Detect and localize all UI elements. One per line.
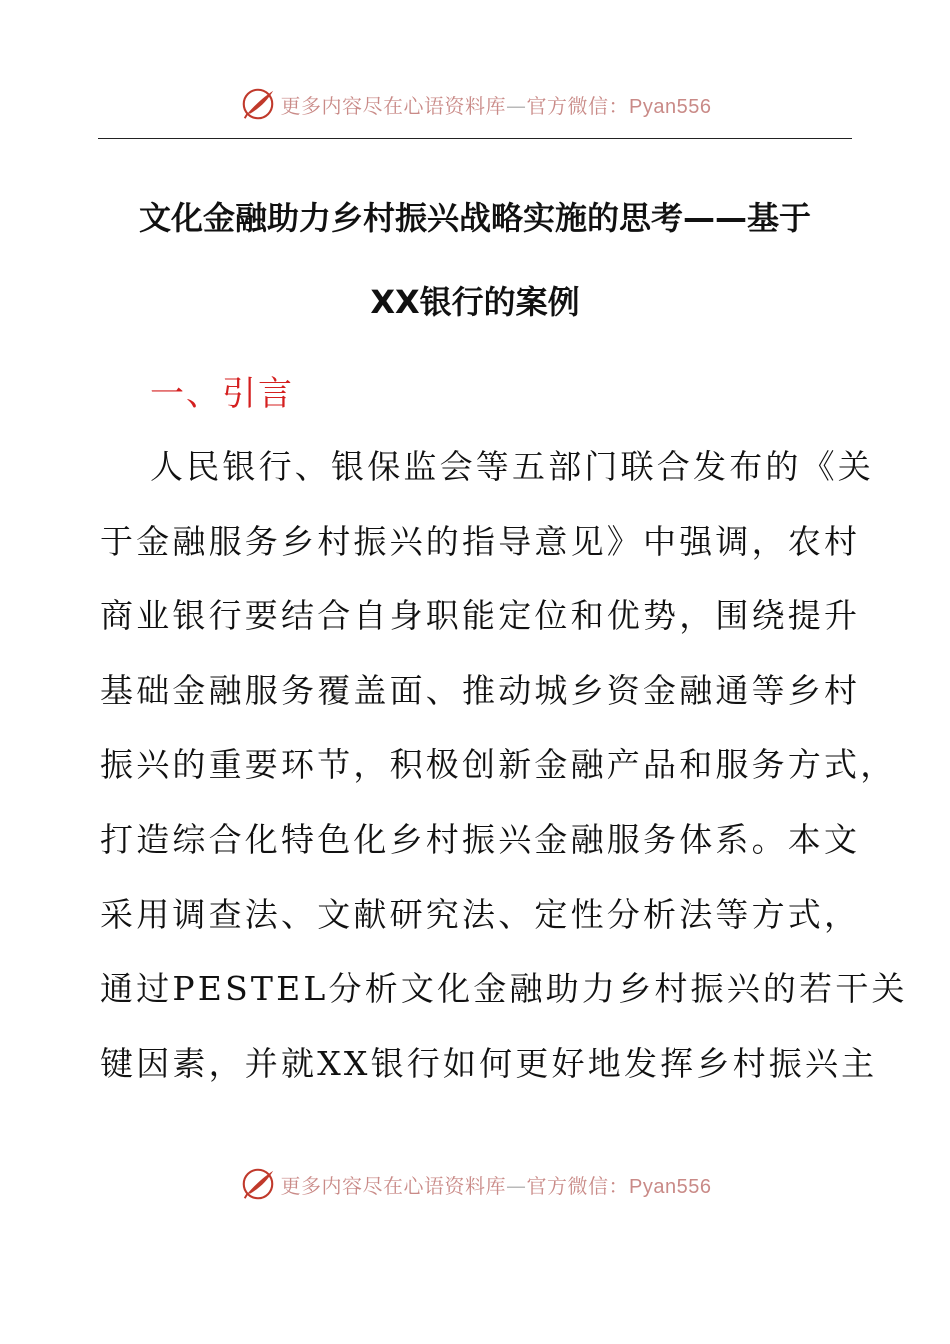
body-line: 人民银行、银保监会等五部门联合发布的《关 [150, 447, 874, 486]
title-line-2: XX银行的案例 [370, 283, 580, 321]
body-line: 通过PESTEL分析文化金融助力乡村振兴的若干关 [100, 969, 908, 1009]
banner-main-text: 更多内容尽在心语资料库 [280, 93, 507, 118]
quill-logo-icon [239, 1165, 277, 1203]
footer-banner [0, 1164, 950, 1204]
body-line: 采用调查法、文献研究法、定性分析法等方式， [100, 894, 861, 934]
banner-dash: — [506, 1173, 527, 1198]
body-line: 打造综合化特色化乡村振兴金融服务体系。本文 [100, 819, 861, 859]
body-line: 振兴的重要环节，积极创新金融产品和服务方式， [100, 745, 897, 785]
body-paragraph [100, 430, 908, 1101]
banner-main-text: 更多内容尽在心语资料库 [280, 1173, 507, 1198]
body-line: 于金融服务乡村振兴的指导意见》中强调，农村 [100, 521, 861, 561]
banner-account-text: 官方微信：Pyan556 [526, 1175, 712, 1198]
banner-account-text: 官方微信：Pyan556 [526, 95, 712, 118]
title-line-1: 文化金融助力乡村振兴战略实施的思考——基于 [138, 199, 811, 237]
document-title [90, 176, 860, 344]
header-banner [0, 84, 950, 124]
section-heading: 一、引言 [150, 374, 294, 414]
header-divider [98, 138, 852, 139]
banner-dash: — [506, 93, 527, 118]
body-line: 商业银行要结合自身职能定位和优势，围绕提升 [100, 596, 861, 636]
body-line: 基础金融服务覆盖面、推动城乡资金融通等乡村 [100, 670, 861, 710]
body-line: 键因素，并就XX银行如何更好地发挥乡村振兴主 [100, 1043, 878, 1083]
quill-logo-icon [239, 85, 277, 123]
